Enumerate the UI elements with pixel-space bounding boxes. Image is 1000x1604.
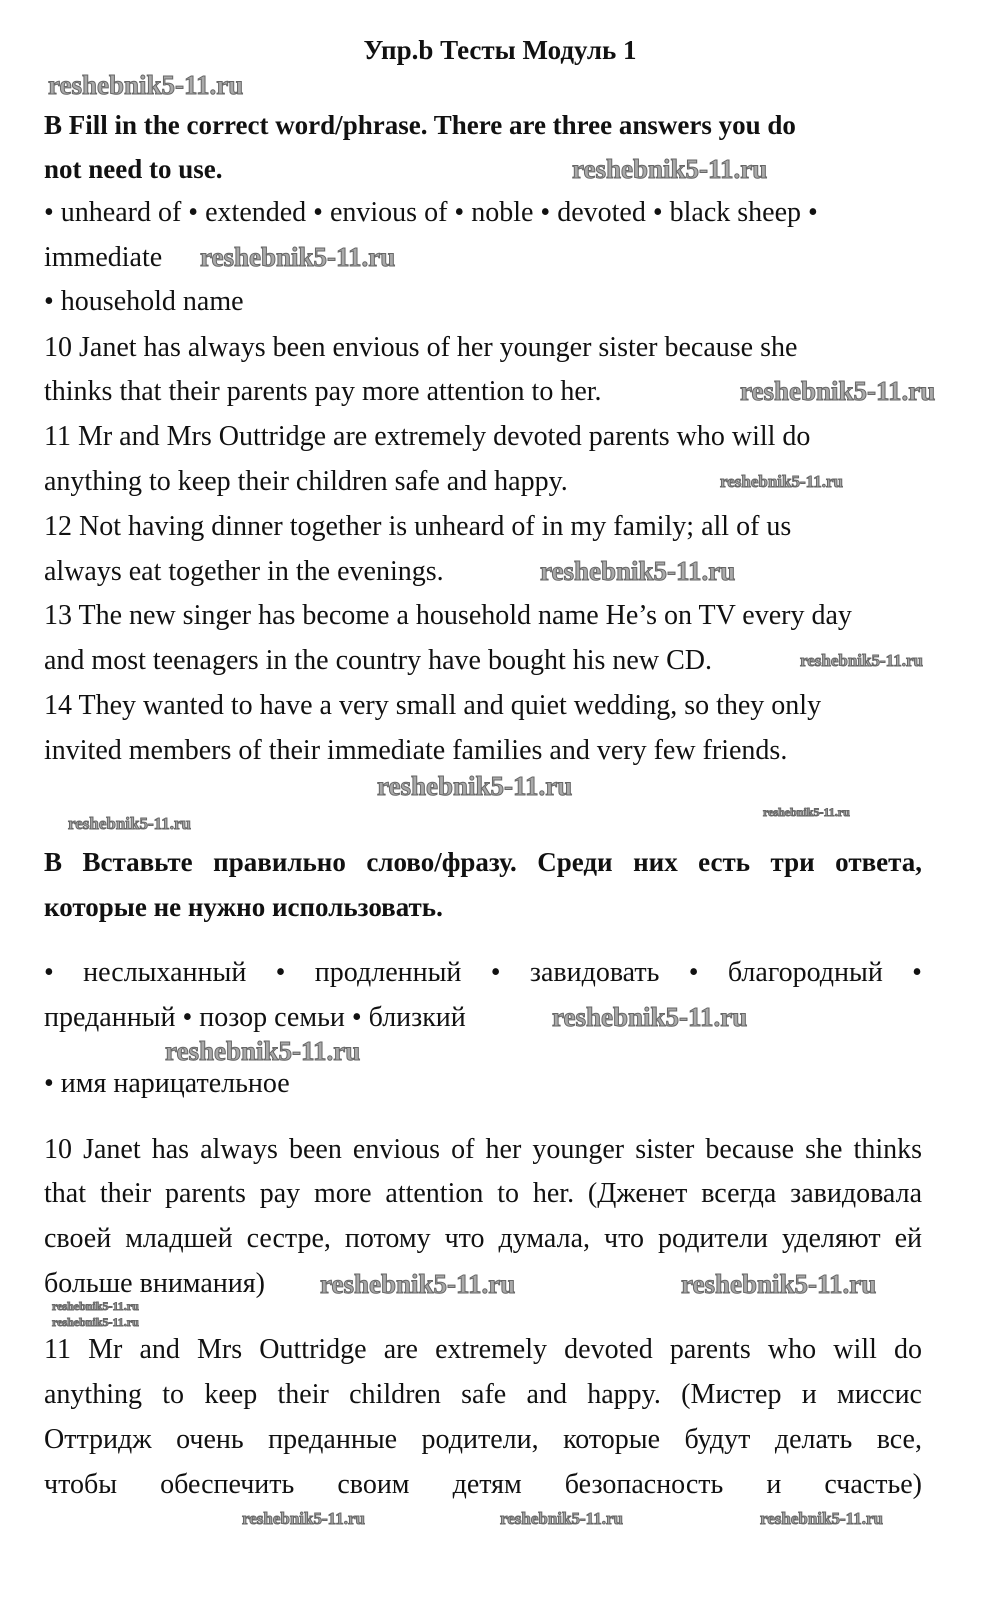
watermark: reshebnik5-11.ru bbox=[242, 1509, 365, 1528]
watermark: reshebnik5-11.ru bbox=[720, 472, 843, 491]
text-line: 11 Mr and Mrs Outtridge are extremely devoted parents who will do bbox=[44, 421, 811, 452]
watermark: reshebnik5-11.ru bbox=[48, 70, 244, 100]
text-line: and most teenagers in the country have bought his new CD. bbox=[44, 645, 712, 676]
document-title: Упр.b Тесты Модуль 1 bbox=[363, 35, 637, 65]
instruction-text: В Вставьте правильно слово/фразу. Среди них есть три ответа, bbox=[44, 847, 922, 877]
text-line: • unheard of • extended • envious of • noble • devoted • black sheep • bbox=[44, 197, 818, 228]
watermark: reshebnik5-11.ru bbox=[377, 771, 573, 801]
text-line: 13 The new singer has become a household name He’s on TV every day bbox=[44, 600, 852, 631]
instruction-text: not need to use. bbox=[44, 154, 223, 184]
watermark: reshebnik5-11.ru bbox=[740, 376, 936, 406]
watermark: reshebnik5-11.ru bbox=[800, 651, 923, 670]
text-line: больше внимания) bbox=[44, 1268, 265, 1299]
text-line: anything to keep their children safe and happy. bbox=[44, 466, 568, 497]
watermark: reshebnik5-11.ru bbox=[500, 1509, 623, 1528]
text-line: invited members of their immediate families and very few friends. bbox=[44, 735, 788, 766]
instruction-text: B Fill in the correct word/phrase. There are three answers you do bbox=[44, 110, 796, 140]
text-line: 12 Not having dinner together is unheard of in my family; all of us bbox=[44, 511, 792, 542]
text-line: чтобы обеспечить своим детям безопасность и счастье) bbox=[44, 1469, 922, 1500]
watermark: reshebnik5-11.ru bbox=[200, 242, 396, 272]
text-line: 10 Janet has always been envious of her younger sister because she bbox=[44, 332, 798, 363]
watermark: reshebnik5-11.ru bbox=[52, 1299, 139, 1313]
watermark: reshebnik5-11.ru bbox=[572, 154, 768, 184]
text-line: Оттридж очень преданные родители, которые будут делать все, bbox=[44, 1424, 922, 1455]
watermark: reshebnik5-11.ru bbox=[763, 805, 850, 819]
watermark: reshebnik5-11.ru bbox=[165, 1036, 361, 1066]
text-line: anything to keep their children safe and happy. (Мистер и миссис bbox=[44, 1379, 922, 1410]
text-line: thinks that their parents pay more attention to her. bbox=[44, 376, 602, 407]
text-line: 10 Janet has always been envious of her younger sister because she thinks bbox=[44, 1134, 922, 1165]
watermark: reshebnik5-11.ru bbox=[68, 814, 191, 833]
text-line: • неслыханный • продленный • завидовать • благородный • bbox=[44, 957, 922, 988]
watermark: reshebnik5-11.ru bbox=[540, 556, 736, 586]
instruction-text: которые не нужно использовать. bbox=[44, 892, 443, 922]
text-line: • имя нарицательное bbox=[44, 1068, 290, 1099]
text-line: своей младшей сестре, потому что думала, что родители уделяют ей bbox=[44, 1223, 922, 1254]
watermark: reshebnik5-11.ru bbox=[320, 1269, 516, 1299]
text-line: • household name bbox=[44, 286, 244, 317]
watermark: reshebnik5-11.ru bbox=[681, 1269, 877, 1299]
watermark: reshebnik5-11.ru bbox=[52, 1315, 139, 1329]
watermark: reshebnik5-11.ru bbox=[760, 1509, 883, 1528]
text-line: immediate bbox=[44, 242, 163, 273]
text-line: always eat together in the evenings. bbox=[44, 556, 444, 587]
text-line: преданный • позор семьи • близкий bbox=[44, 1002, 466, 1033]
text-line: that their parents pay more attention to her. (Дженет всегда завидовала bbox=[44, 1178, 922, 1209]
watermark: reshebnik5-11.ru bbox=[552, 1002, 748, 1032]
text-line: 11 Mr and Mrs Outtridge are extremely devoted parents who will do bbox=[44, 1334, 922, 1365]
text-line: 14 They wanted to have a very small and quiet wedding, so they only bbox=[44, 690, 822, 721]
